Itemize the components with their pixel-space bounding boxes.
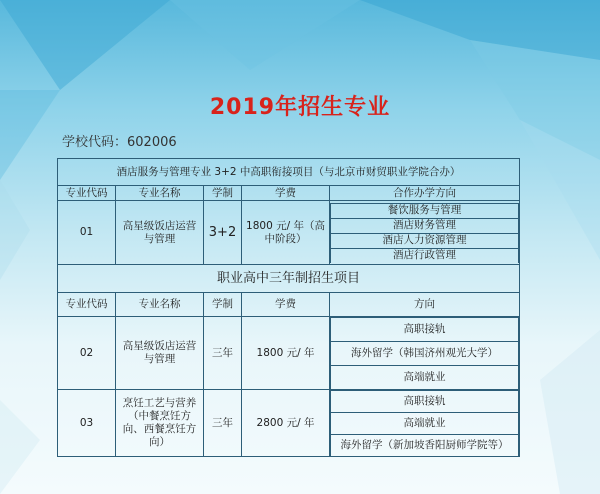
cell-years: 三年 xyxy=(204,317,242,390)
cell-directions xyxy=(330,201,520,265)
section2-banner: 职业高中三年制招生项目 xyxy=(58,265,520,293)
direction-item: 高端就业 xyxy=(331,366,519,389)
header-fee: 学费 xyxy=(242,186,330,201)
cell-directions xyxy=(330,317,520,390)
table-row xyxy=(58,317,520,390)
cell-directions xyxy=(330,390,520,457)
direction-item: 高端就业 xyxy=(331,413,519,435)
cell-years: 三年 xyxy=(204,390,242,457)
header-name: 专业名称 xyxy=(116,186,204,201)
direction-item: 高职接轨 xyxy=(331,391,519,413)
direction-item: 酒店财务管理 xyxy=(331,218,519,233)
header-direction: 方向 xyxy=(330,293,520,317)
header-years: 学制 xyxy=(204,293,242,317)
admissions-table xyxy=(57,158,520,457)
header-code: 专业代码 xyxy=(58,293,116,317)
header-years: 学制 xyxy=(204,186,242,201)
table-row xyxy=(58,390,520,457)
table-row xyxy=(58,201,520,265)
cell-code: 01 xyxy=(58,201,116,265)
cell-fee: 1800 元/ 年 xyxy=(242,317,330,390)
section1-banner: 酒店服务与管理专业 3+2 中高职衔接项目（与北京市财贸职业学院合办） xyxy=(58,159,520,186)
cell-name: 烹饪工艺与营养（中餐烹饪方向、西餐烹饪方向） xyxy=(116,390,204,457)
cell-code: 02 xyxy=(58,317,116,390)
direction-item: 酒店行政管理 xyxy=(331,248,519,263)
school-code: 学校代码：602006 xyxy=(62,135,177,150)
cell-name: 高星级饭店运营与管理 xyxy=(116,201,204,265)
header-fee: 学费 xyxy=(242,293,330,317)
cell-fee: 1800 元/ 年（高中阶段） xyxy=(242,201,330,265)
cell-fee: 2800 元/ 年 xyxy=(242,390,330,457)
cell-name: 高星级饭店运营与管理 xyxy=(116,317,204,390)
cell-years: 3+2 xyxy=(204,201,242,265)
cell-code: 03 xyxy=(58,390,116,457)
direction-item: 海外留学（新加坡香阳厨师学院等） xyxy=(331,435,519,456)
header-name: 专业名称 xyxy=(116,293,204,317)
header-direction: 合作办学方向 xyxy=(330,186,520,201)
direction-item: 高职接轨 xyxy=(331,318,519,342)
direction-item: 酒店人力资源管理 xyxy=(331,233,519,248)
page-title: 2019年招生专业 xyxy=(209,95,391,120)
direction-item: 海外留学（韩国济州观光大学） xyxy=(331,342,519,366)
header-code: 专业代码 xyxy=(58,186,116,201)
direction-item: 餐饮服务与管理 xyxy=(331,203,519,218)
